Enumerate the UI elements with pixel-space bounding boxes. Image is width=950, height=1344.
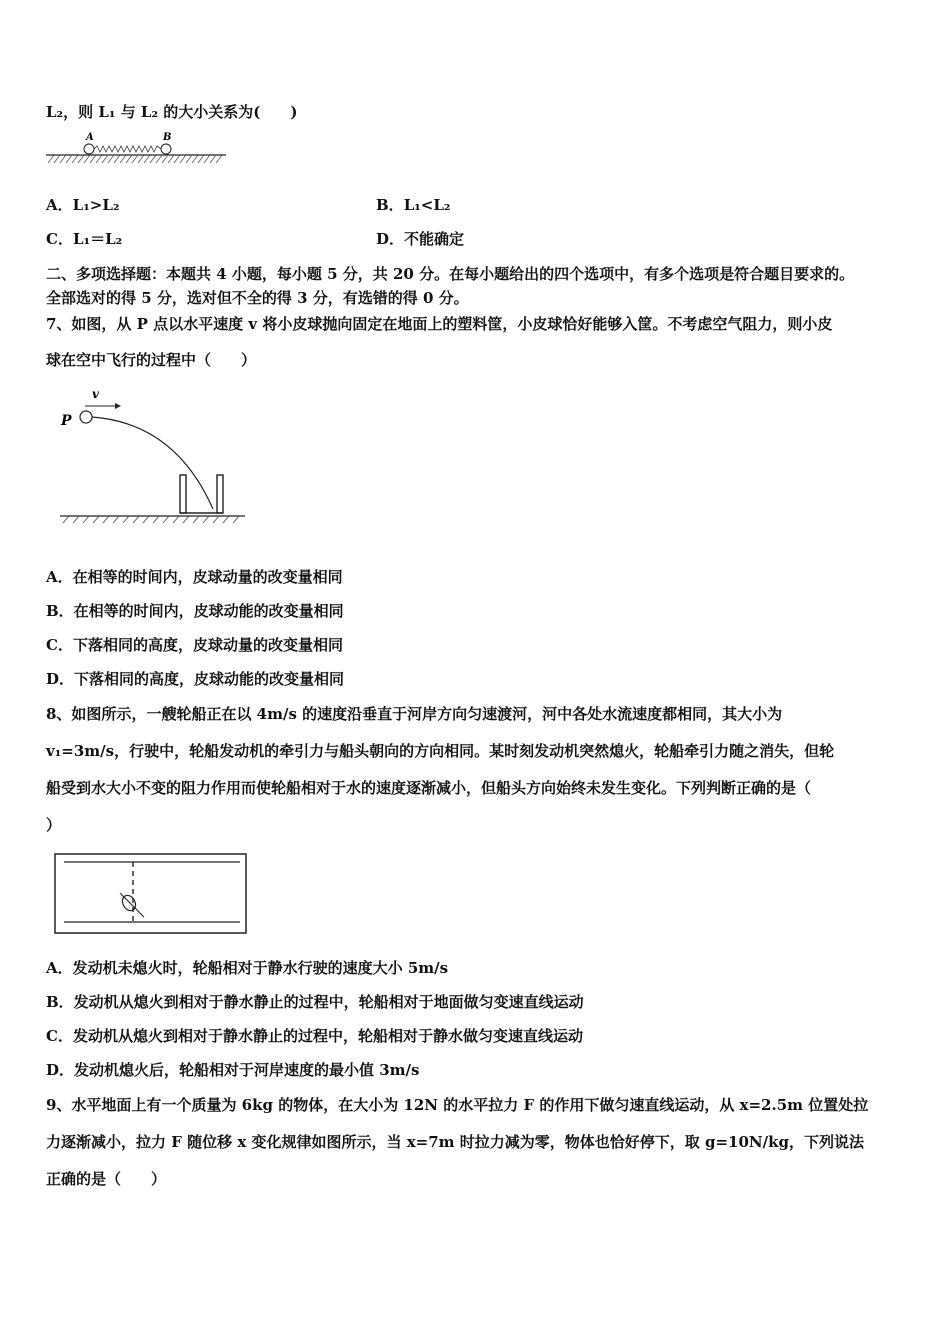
- block-b: [161, 144, 171, 154]
- figure-frame: [55, 854, 246, 933]
- q8-option-d[interactable]: D．发动机熄火后，轮船相对于河岸速度的最小值 3m/s: [46, 1061, 420, 1079]
- ball: [80, 411, 92, 423]
- projectile-figure: [55, 385, 255, 530]
- q9-stem-line2: 力逐渐减小，拉力 F 随位移 x 变化规律如图所示，当 x=7m 时拉力减为零，物体也恰好停下，取 g=10N/kg，下列说法: [46, 1133, 864, 1151]
- point-p-label: P: [61, 413, 72, 429]
- q7-option-d[interactable]: D．下落相同的高度，皮球动能的改变量相同: [46, 670, 345, 688]
- q8-option-a[interactable]: A．发动机未熄火时，轮船相对于静水行驶的速度大小 5m/s: [46, 959, 449, 977]
- q7-option-c[interactable]: C．下落相同的高度，皮球动量的改变量相同: [46, 636, 343, 654]
- spring-label-a: A: [86, 132, 94, 143]
- basket-left-wall: [180, 475, 186, 513]
- q9-stem-line3: 正确的是（ ）: [46, 1170, 167, 1188]
- ground-hatch: [48, 155, 222, 163]
- q6-option-a[interactable]: A．L₁>L₂: [46, 196, 120, 214]
- spring-figure: [44, 130, 228, 166]
- q9-stem-line1: 9、水平地面上有一个质量为 6kg 的物体，在大小为 12N 的水平拉力 F 的作用下做匀速直线运动，从 x=2.5m 位置处拉: [46, 1096, 869, 1114]
- ground-hatch: [63, 516, 239, 523]
- q7-option-a[interactable]: A．在相等的时间内，皮球动量的改变量相同: [46, 568, 343, 586]
- spring-label-b: B: [163, 132, 172, 143]
- spring: [94, 146, 161, 152]
- q6-stem-tail: L₂，则 L₁ 与 L₂ 的大小关系为( ): [46, 103, 298, 121]
- trajectory: [92, 417, 213, 509]
- q8-stem-line1: 8、如图所示，一艘轮船正在以 4m/s 的速度沿垂直于河岸方向匀速渡河，河中各处水流速度都相同，其大小为: [46, 705, 783, 723]
- basket-right-wall: [217, 475, 223, 513]
- velocity-label: v: [92, 387, 99, 401]
- block-a: [84, 144, 94, 154]
- q7-stem-line2: 球在空中飞行的过程中（ ）: [46, 351, 257, 369]
- q8-stem-line4: ）: [46, 816, 62, 834]
- q7-stem-line1: 7、如图，从 P 点以水平速度 v 将小皮球抛向固定在地面上的塑料筐，小皮球恰好能够入筐。不考虑空气阻力，则小皮: [46, 315, 833, 333]
- q7-option-b[interactable]: B．在相等的时间内，皮球动能的改变量相同: [46, 602, 344, 620]
- q8-stem-line3: 船受到水大小不变的阻力作用而使轮船相对于水的速度逐渐减小，但船头方向始终未发生变化。下列判断正确的是（: [46, 779, 812, 797]
- river-figure: [54, 853, 248, 935]
- section2-line1: 二、多项选择题：本题共 4 小题，每小题 5 分，共 20 分。在每小题给出的四个选项中，有多个选项是符合题目要求的。: [46, 265, 855, 283]
- q6-option-c[interactable]: C．L₁＝L₂: [46, 230, 123, 248]
- section2-line2: 全部选对的得 5 分，选对但不全的得 3 分，有选错的得 0 分。: [46, 289, 469, 307]
- q6-option-b[interactable]: B．L₁<L₂: [376, 196, 451, 214]
- q8-option-b[interactable]: B．发动机从熄火到相对于静水静止的过程中，轮船相对于地面做匀变速直线运动: [46, 993, 584, 1011]
- q8-stem-line2: v₁=3m/s，行驶中，轮船发动机的牵引力与船头朝向的方向相同。某时刻发动机突然熄火，轮船牵引力随之消失，但轮: [46, 742, 835, 760]
- q6-option-d[interactable]: D．不能确定: [376, 230, 465, 248]
- q8-option-c[interactable]: C．发动机从熄火到相对于静水静止的过程中，轮船相对于静水做匀变速直线运动: [46, 1027, 583, 1045]
- arrowhead: [115, 403, 121, 409]
